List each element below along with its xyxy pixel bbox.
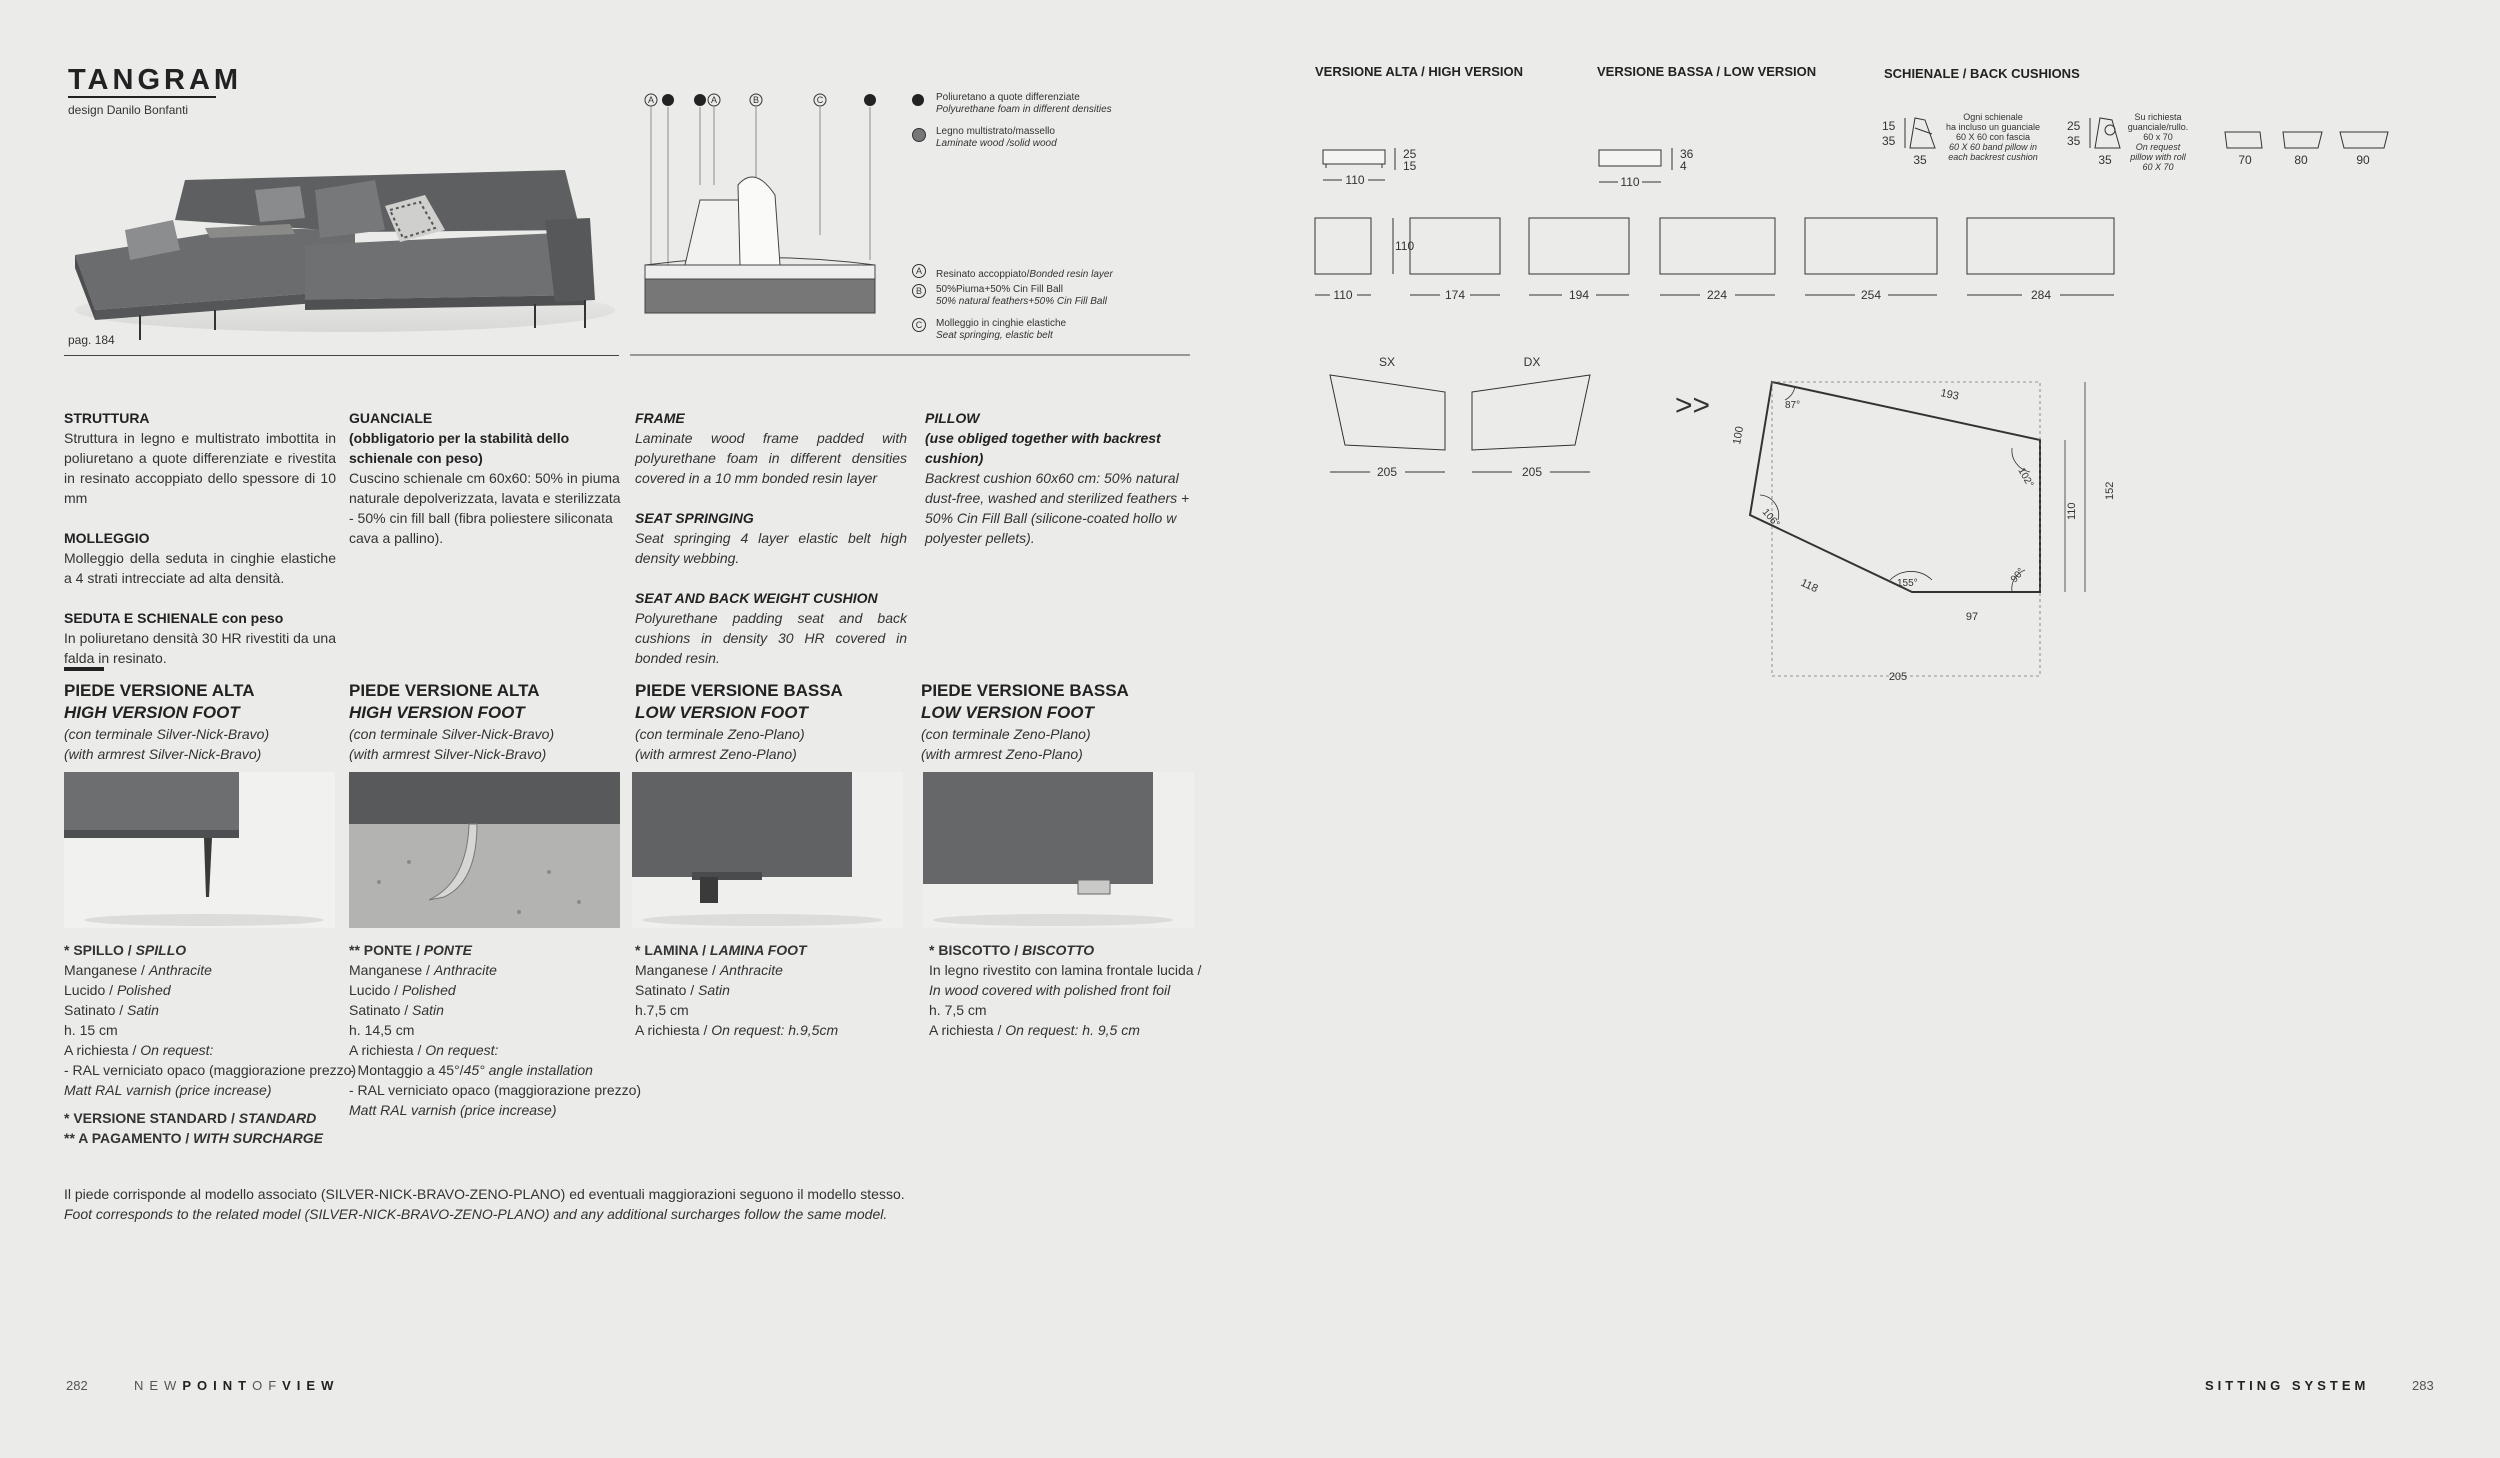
low-version-profile [1599, 148, 1672, 170]
foot-sub-en: (with armrest Zeno-Plano) [921, 746, 1083, 762]
foot-card-lamina [635, 680, 910, 764]
svg-text:60 X 60 band pillow in: 60 X 60 band pillow in [1948, 142, 2038, 152]
legend-surcharge: ** A PAGAMENTO / WITH SURCHARGE [64, 1130, 324, 1146]
cushion-text: Polyurethane padding seat and back cushions in density 30 HR covered in bonded resin. [635, 610, 907, 666]
legend-standard: * VERSIONE STANDARD / STANDARD [64, 1110, 317, 1126]
foot-sub-it: (con terminale Silver-Nick-Bravo) [64, 726, 270, 742]
svg-text:Ogni schienale: Ogni schienale [1963, 112, 2023, 122]
foot-name: SPILLO [135, 942, 187, 958]
angle-plan [1750, 382, 2085, 676]
cushion2-depth: 35 [2098, 153, 2112, 167]
foot-title-en: HIGH VERSION FOOT [349, 703, 525, 722]
high-dim-h2: 15 [1403, 159, 1417, 173]
foot-title-it: PIEDE VERSIONE ALTA [64, 681, 255, 700]
svg-text:60 X 60 con fascia: 60 X 60 con fascia [1955, 132, 2031, 142]
cushion2-h2: 35 [2067, 134, 2081, 148]
foot-specs-biscotto: * BISCOTTO / BISCOTTO In legno rivestito con lamina frontale lucida / In wood covered with polished front foil h. 7,5 cm A richiesta / On request: h. 9,5 cm [929, 942, 1202, 1038]
foot-title-en: LOW VERSION FOOT [921, 703, 1094, 722]
high-dim-w: 110 [1345, 173, 1365, 187]
footer-brand: NEWPOINTOFVIEW [134, 1378, 340, 1393]
low-dim-w: 110 [1620, 175, 1640, 189]
legend-material-1: Poliuretano a quote differenziate Polyurethane foam in different densities [912, 92, 1112, 116]
molleggio-text: Molleggio della seduta in cinghie elastiche a 4 strati intrecciate ad alta densità. [64, 550, 336, 586]
cushion1-h2: 35 [1882, 134, 1896, 148]
back-cushion-1 [1905, 118, 1935, 148]
legend-layer-c: C Molleggio in cinghie elastiche Seat springing, elastic belt [912, 318, 1066, 342]
footnote-it: Il piede corrisponde al modello associato (SILVER-NICK-BRAVO-ZENO-PLANO) ed eventuali maggiorazioni seguono il modello stesso. [64, 1186, 905, 1202]
guanciale-title: GUANCIALE [349, 410, 433, 426]
foot-title-en: LOW VERSION FOOT [635, 703, 808, 722]
footnote-en: Foot corresponds to the related model (SILVER-NICK-BRAVO-ZENO-PLANO) and any additional surcharges follow the same model. [64, 1206, 888, 1222]
cushion-width-70: 70 [2238, 153, 2252, 167]
corner-dx-label: DX [1523, 355, 1541, 369]
high-version-profile [1323, 148, 1395, 170]
module-3-width: 194 [1568, 288, 1590, 302]
svg-text:60 X 70: 60 X 70 [2142, 162, 2174, 172]
frame-text: Laminate wood frame padded with polyurethane foam in different densities covered in a 10 mm bonded resin layer [635, 430, 907, 486]
high-dim-h1: 25 [1403, 147, 1417, 161]
svg-text:90°: 90° [2008, 566, 2028, 585]
corner-dx-shape [1472, 375, 1590, 450]
arrow-icon: >> [1675, 389, 1711, 422]
low-version-title: VERSIONE BASSA / LOW VERSION [1597, 64, 1817, 79]
brand-underline [68, 96, 216, 98]
springing-text: Seat springing 4 layer elastic belt high density webbing. [635, 530, 907, 566]
foot-card-spillo [64, 680, 339, 764]
designer-credit: design Danilo Bonfanti [68, 103, 189, 117]
svg-text:87°: 87° [1785, 400, 1801, 411]
foot-photo-lamina [632, 772, 903, 928]
footnote [64, 1184, 1214, 1224]
svg-text:100: 100 [1731, 425, 1747, 446]
low-dim-h1: 36 [1680, 147, 1694, 161]
foot-sub-it: (con terminale Zeno-Plano) [635, 726, 805, 742]
divider-left [64, 355, 619, 356]
corner-dx-width: 205 [1521, 465, 1543, 479]
back-cushions-title: SCHIENALE / BACK CUSHIONS [1884, 66, 2080, 81]
foot-sub-it: (con terminale Zeno-Plano) [921, 726, 1091, 742]
low-dim-h2: 4 [1680, 159, 1687, 173]
svg-text:On request: On request [2135, 142, 2181, 152]
foot-title-it: PIEDE VERSIONE BASSA [635, 681, 843, 700]
seduta-text: In poliuretano densità 30 HR rivestiti da una falda in resinato. [64, 630, 336, 666]
guanciale-text: Cuscino schienale cm 60x60: 50% in piuma naturale depolverizzata, lavata e sterilizzata - 50% cin fill ball (fibra poliestere siliconata cava a pallino). [349, 470, 621, 546]
svg-text:ha incluso un guanciale: ha incluso un guanciale [1945, 122, 2041, 132]
foot-sub-it: (con terminale Silver-Nick-Bravo) [349, 726, 555, 742]
svg-text:118: 118 [1798, 576, 1820, 596]
cushion1-h1: 15 [1882, 119, 1896, 133]
module-1-height: 110 [1395, 239, 1415, 253]
foot-specs-ponte: ** PONTE / PONTE Manganese / Anthracite Lucido / Polished Satinato / Satin h. 14,5 cm A richiesta / On request: - Montaggio a 45°/45° angle installation - RAL verniciato opaco (maggiorazione prezzo) Matt RAL varnish (price increase) [349, 942, 642, 1118]
springing-title: SEAT SPRINGING [635, 510, 754, 526]
marker-a1: A [647, 95, 655, 105]
page-reference: pag. 184 [68, 333, 115, 347]
pillow-title: PILLOW [925, 410, 980, 426]
svg-text:205: 205 [1888, 671, 1908, 683]
foot-sub-en: (with armrest Zeno-Plano) [635, 746, 797, 762]
cushion-title: SEAT AND BACK WEIGHT CUSHION [635, 590, 878, 606]
module-1-width: 110 [1333, 288, 1353, 302]
legend-material-2: Legno multistrato/massello Laminate wood /solid wood [912, 126, 1057, 150]
spec-column-it-1 [64, 408, 336, 668]
spec-column-en-2 [925, 408, 1190, 548]
marker-c: C [816, 95, 824, 105]
foot-sub-en: (with armrest Silver-Nick-Bravo) [349, 746, 547, 762]
spec-column-it-2 [349, 408, 621, 548]
foot-name-label: * SPILLO / [64, 942, 136, 958]
brand-title: TANGRAM [68, 64, 243, 96]
module-6-width: 284 [2030, 288, 2052, 302]
guanciale-subtitle: (obbligatorio per la stabilità dello schienale con peso) [349, 430, 570, 466]
foot-photo-ponte [349, 772, 620, 928]
left-page-number: 282 [66, 1378, 88, 1393]
corner-sx-shape [1330, 375, 1445, 450]
svg-text:60 x 70: 60 x 70 [2143, 132, 2173, 142]
angle-labels [1731, 387, 2116, 683]
footer-section-label: SITTING SYSTEM [2205, 1378, 2370, 1393]
foot-title-it: PIEDE VERSIONE ALTA [349, 681, 540, 700]
high-version-title: VERSIONE ALTA / HIGH VERSION [1315, 64, 1524, 79]
swatch-wood [912, 128, 926, 142]
feet-section-bar [64, 667, 104, 671]
foot-card-ponte [349, 680, 624, 764]
dimension-drawings [1300, 100, 2450, 700]
svg-text:97: 97 [1965, 611, 1979, 623]
pillow-text: Backrest cushion 60x60 cm: 50% natural dust-free, washed and sterilized feathers + 50% Cin Fill Ball (silicone-coated hollo w polyester pellets). [925, 470, 1190, 546]
svg-text:each backrest cushion: each backrest cushion [1948, 152, 2038, 162]
foot-title-en: HIGH VERSION FOOT [64, 703, 240, 722]
svg-text:106°: 106° [1759, 506, 1782, 530]
struttura-title: STRUTTURA [64, 410, 150, 426]
foot-specs-lamina: * LAMINA / LAMINA FOOT Manganese / Anthracite Satinato / Satin h.7,5 cm A richiesta / On request: h.9,5cm [635, 942, 839, 1038]
foot-photo-spillo [64, 772, 335, 928]
module-5-width: 254 [1860, 288, 1882, 302]
seduta-title: SEDUTA E SCHIENALE con peso [64, 610, 284, 626]
foot-photo-biscotto [923, 772, 1194, 928]
module-2-width: 174 [1444, 288, 1466, 302]
svg-text:110: 110 [2066, 502, 2078, 520]
corner-sx-width: 205 [1376, 465, 1398, 479]
svg-text:193: 193 [1939, 387, 1960, 403]
cushion1-depth: 35 [1913, 153, 1927, 167]
svg-text:102°: 102° [2015, 466, 2036, 490]
foot-card-biscotto [921, 680, 1196, 764]
molleggio-title: MOLLEGGIO [64, 530, 150, 546]
module-row [1315, 218, 2114, 274]
legend-layer-a: A Resinato accoppiato/Bonded resin layer [912, 264, 1113, 282]
section-drawing [630, 85, 1190, 360]
marker-b: B [752, 95, 760, 105]
svg-text:guanciale/rullo.: guanciale/rullo. [2127, 122, 2189, 132]
right-page-number: 283 [2412, 1378, 2434, 1393]
module-4-width: 224 [1706, 288, 1728, 302]
sofa-photo [55, 150, 615, 350]
back-cushion-2 [2090, 118, 2120, 148]
cushion-width-80: 80 [2294, 153, 2308, 167]
spec-column-en-1 [635, 408, 907, 668]
cushion-width-90: 90 [2356, 153, 2370, 167]
frame-title: FRAME [635, 410, 685, 426]
foot-sub-en: (with armrest Silver-Nick-Bravo) [64, 746, 262, 762]
marker-a2: A [710, 95, 718, 105]
svg-text:152: 152 [2104, 481, 2116, 500]
svg-text:Su richiesta: Su richiesta [2134, 112, 2182, 122]
swatch-foam [912, 94, 924, 106]
legend-layer-b: B 50%Piuma+50% Cin Fill Ball 50% natural feathers+50% Cin Fill Ball [912, 284, 1107, 308]
foot-specs-spillo: * SPILLO / SPILLO Manganese / Anthracite Lucido / Polished Satinato / Satin h. 15 cm A richiesta / On request: - RAL verniciato opaco (maggiorazione prezzo) Matt RAL varnish (price increase) * VERSIONE STANDARD / STANDARD ** A PAGAMENTO / WITH SURCHARGE [64, 940, 364, 1148]
cushion2-h1: 25 [2067, 119, 2081, 133]
cushion-width-shapes [2225, 132, 2388, 148]
foot-title-it: PIEDE VERSIONE BASSA [921, 681, 1129, 700]
struttura-text: Struttura in legno e multistrato imbottita in poliuretano a quote differenziate e rivestita in resinato accoppiato dello spessore di 10 mm [64, 430, 336, 506]
corner-sx-label: SX [1378, 355, 1396, 369]
svg-text:pillow with roll: pillow with roll [2130, 152, 2186, 162]
pillow-subtitle: (use obliged together with backrest cushion) [925, 430, 1161, 466]
svg-text:155°: 155° [1897, 578, 1918, 589]
